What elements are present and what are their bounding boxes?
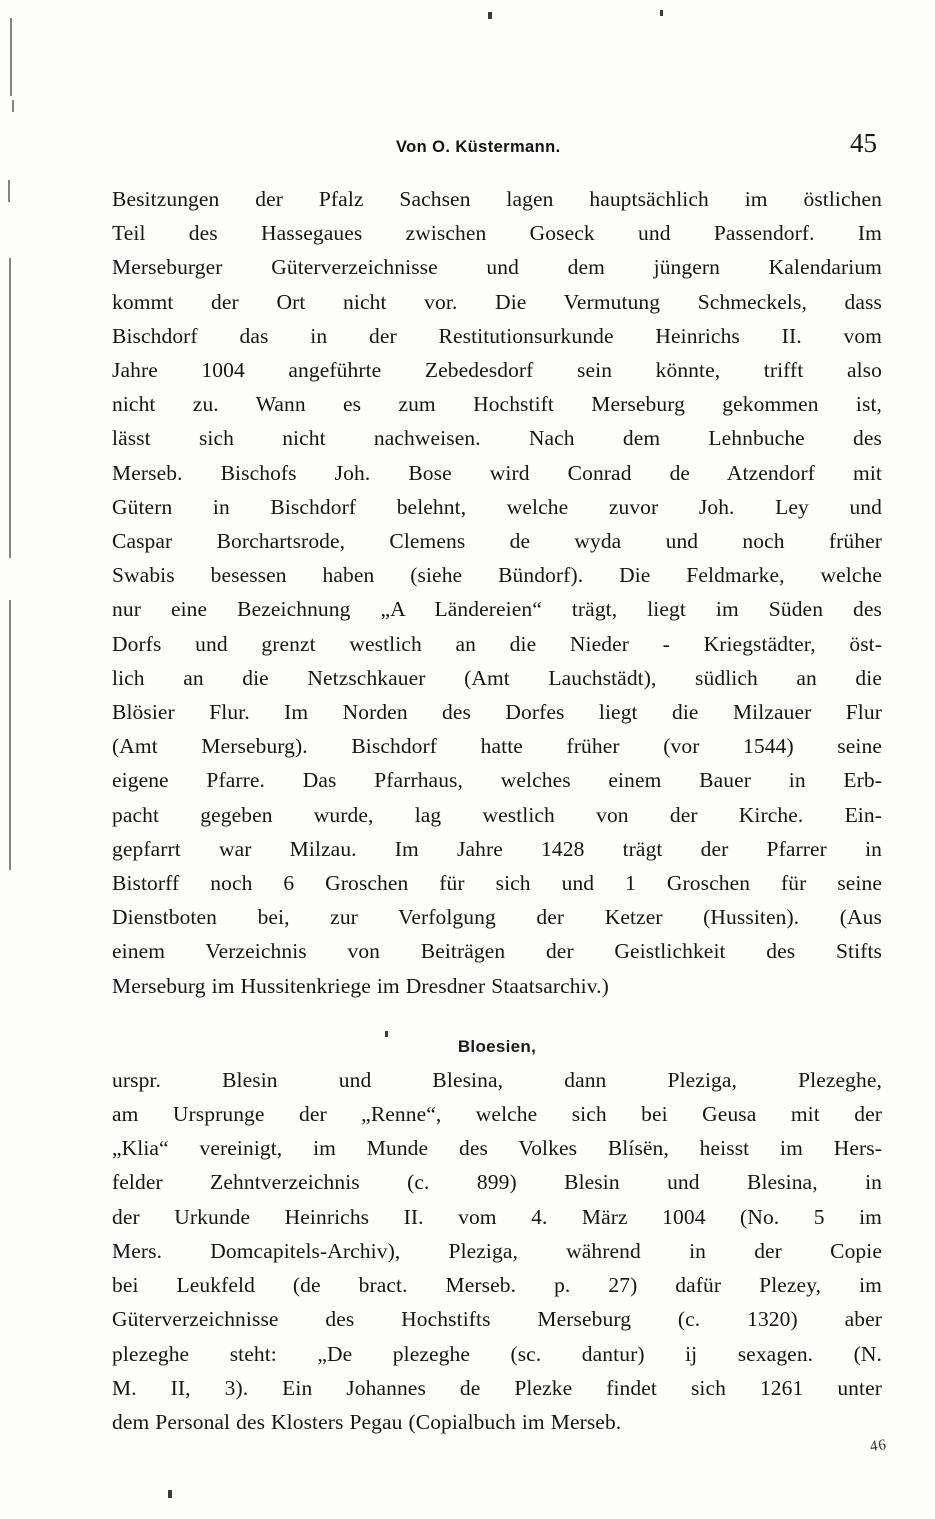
paragraph-bischdorf bbox=[112, 182, 882, 1003]
text-line: Dorfs und grenzt westlich an die Nieder - Kriegstädter, öst- bbox=[112, 631, 882, 656]
scan-artifact-dot bbox=[660, 10, 663, 16]
running-title: Von O. Küstermann. bbox=[396, 138, 561, 156]
text-line: Merseburg im Hussitenkriege im Dresdner Staatsarchiv.) bbox=[112, 973, 609, 998]
page-header bbox=[118, 128, 877, 159]
scan-artifact-dot bbox=[168, 1490, 172, 1498]
text-line: felder Zehntverzeichnis (c. 899) Blesin und Blesina, in bbox=[112, 1170, 882, 1195]
text-line: Besitzungen der Pfalz Sachsen lagen hauptsächlich im östlichen bbox=[112, 187, 882, 211]
scan-artifact-margin bbox=[10, 18, 12, 96]
text-line: plezeghe steht: „De plezeghe (sc. dantur) ij sexagen. (N. bbox=[112, 1341, 882, 1366]
text-line: Bischdorf das in der Restitutionsurkunde Heinrichs II. vom bbox=[112, 323, 882, 348]
paragraph-bloesien bbox=[112, 1063, 882, 1439]
text-line: am Ursprunge der „Renne“, welche sich bei Geusa mit der bbox=[112, 1102, 882, 1127]
text-line: Merseburger Güterverzeichnisse und dem jüngern Kalendarium bbox=[112, 255, 882, 280]
text-line: nur eine Bezeichnung „A Ländereien“ trägt, liegt im Süden des bbox=[112, 597, 882, 622]
text-line: der Urkunde Heinrichs II. vom 4. März 1004 (No. 5 im bbox=[112, 1204, 882, 1229]
text-line: pacht gegeben wurde, lag westlich von der Kirche. Ein- bbox=[112, 802, 882, 827]
text-line: urspr. Blesin und Blesina, dann Pleziga, Plezeghe, bbox=[112, 1067, 882, 1092]
text-line: nicht zu. Wann es zum Hochstift Merseburg gekommen ist, bbox=[112, 392, 882, 417]
text-line: einem Verzeichnis von Beiträgen der Geistlichkeit des Stifts bbox=[112, 939, 882, 964]
scan-artifact-margin bbox=[9, 258, 11, 558]
text-line: gepfarrt war Milzau. Im Jahre 1428 trägt der Pfarrer in bbox=[112, 836, 882, 861]
text-line: Dienstboten bei, zur Verfolgung der Ketzer (Hussiten). (Aus bbox=[112, 905, 882, 930]
section-heading: Bloesien, bbox=[457, 1036, 537, 1056]
scan-artifact-dot bbox=[385, 1031, 388, 1037]
text-line: Mers. Domcapitels-Archiv), Pleziga, während in der Copie bbox=[112, 1238, 882, 1263]
text-line: (Amt Merseburg). Bischdorf hatte früher (vor 1544) seine bbox=[112, 734, 882, 759]
text-line: Swabis besessen haben (siehe Bündorf). Die Feldmarke, welche bbox=[112, 563, 882, 588]
text-line: Gütern in Bischdorf belehnt, welche zuvor Joh. Ley und bbox=[112, 494, 882, 519]
text-line: lich an die Netzschkauer (Amt Lauchstädt), südlich an die bbox=[112, 665, 882, 690]
text-line: „Klia“ vereinigt, im Munde des Volkes Blísën, heisst im Hers- bbox=[112, 1136, 882, 1161]
scan-artifact-margin bbox=[12, 100, 14, 112]
page-body bbox=[112, 182, 882, 1439]
text-line: M. II, 3). Ein Johannes de Plezke findet sich 1261 unter bbox=[112, 1375, 882, 1400]
text-line: kommt der Ort nicht vor. Die Vermutung Schmeckels, dass bbox=[112, 289, 882, 314]
text-line: Caspar Borchartsrode, Clemens de wyda und noch früher bbox=[112, 529, 882, 554]
text-line: lässt sich nicht nachweisen. Nach dem Lehnbuche des bbox=[112, 426, 882, 451]
text-line: eigene Pfarre. Das Pfarrhaus, welches einem Bauer in Erb- bbox=[112, 768, 882, 793]
text-line: Jahre 1004 angeführte Zebedesdorf sein könnte, trifft also bbox=[112, 358, 882, 383]
text-line: dem Personal des Klosters Pegau (Copialbuch im Merseb. bbox=[112, 1409, 622, 1434]
page-number: 45 bbox=[850, 128, 877, 158]
scan-artifact-margin bbox=[9, 600, 11, 870]
text-line: bei Leukfeld (de bract. Merseb. p. 27) dafür Plezey, im bbox=[112, 1273, 882, 1298]
marginal-note: 46 bbox=[868, 1436, 888, 1456]
text-line: Güterverzeichnisse des Hochstifts Merseburg (c. 1320) aber bbox=[112, 1307, 882, 1332]
scan-artifact-dot bbox=[488, 12, 492, 19]
text-line: Teil des Hassegaues zwischen Goseck und Passendorf. Im bbox=[112, 221, 882, 246]
text-line: Blösier Flur. Im Norden des Dorfes liegt die Milzauer Flur bbox=[112, 700, 882, 725]
text-line: Merseb. Bischofs Joh. Bose wird Conrad de Atzendorf mit bbox=[112, 460, 882, 485]
text-line: Bistorff noch 6 Groschen für sich und 1 Groschen für seine bbox=[112, 871, 882, 896]
scan-artifact-margin bbox=[8, 180, 10, 202]
